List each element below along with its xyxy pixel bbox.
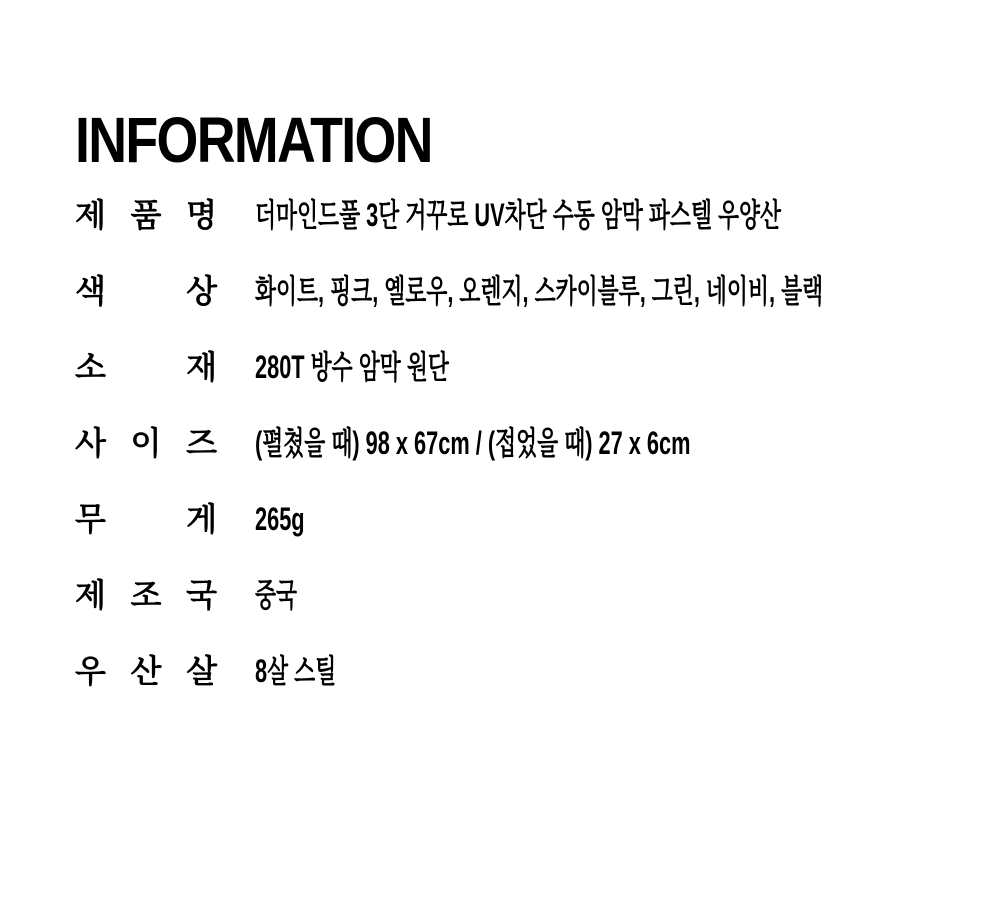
- spec-value: 280T 방수 암막 원단: [255, 349, 449, 385]
- spec-label: 사 이 즈: [75, 425, 217, 461]
- spec-label: 우 산 살: [75, 653, 217, 689]
- spec-row: [75, 350, 975, 384]
- spec-table: [75, 198, 975, 688]
- spec-value: (펼쳤을 때) 98 x 67cm / (접었을 때) 27 x 6cm: [255, 425, 691, 461]
- spec-row: [75, 274, 975, 308]
- spec-label: 제 조 국: [75, 577, 217, 613]
- spec-row: [75, 198, 975, 232]
- spec-value: 265g: [255, 501, 305, 537]
- spec-row: [75, 578, 975, 612]
- spec-value: 중국: [255, 577, 298, 613]
- spec-value: 더마인드풀 3단 거꾸로 UV차단 수동 암막 파스텔 우양산: [255, 197, 782, 233]
- spec-value: 화이트, 핑크, 옐로우, 오렌지, 스카이블루, 그린, 네이비, 블랙: [255, 273, 824, 309]
- spec-row: [75, 426, 975, 460]
- spec-label: 소 재: [75, 349, 217, 385]
- spec-row: [75, 502, 975, 536]
- spec-label: 색 상: [75, 273, 217, 309]
- spec-label: 무 게: [75, 501, 217, 537]
- spec-value: 8살 스틸: [255, 653, 337, 689]
- section-title: INFORMATION: [75, 104, 432, 176]
- product-information-section: [75, 104, 975, 730]
- spec-row: [75, 654, 975, 688]
- spec-label: 제 품 명: [75, 197, 217, 233]
